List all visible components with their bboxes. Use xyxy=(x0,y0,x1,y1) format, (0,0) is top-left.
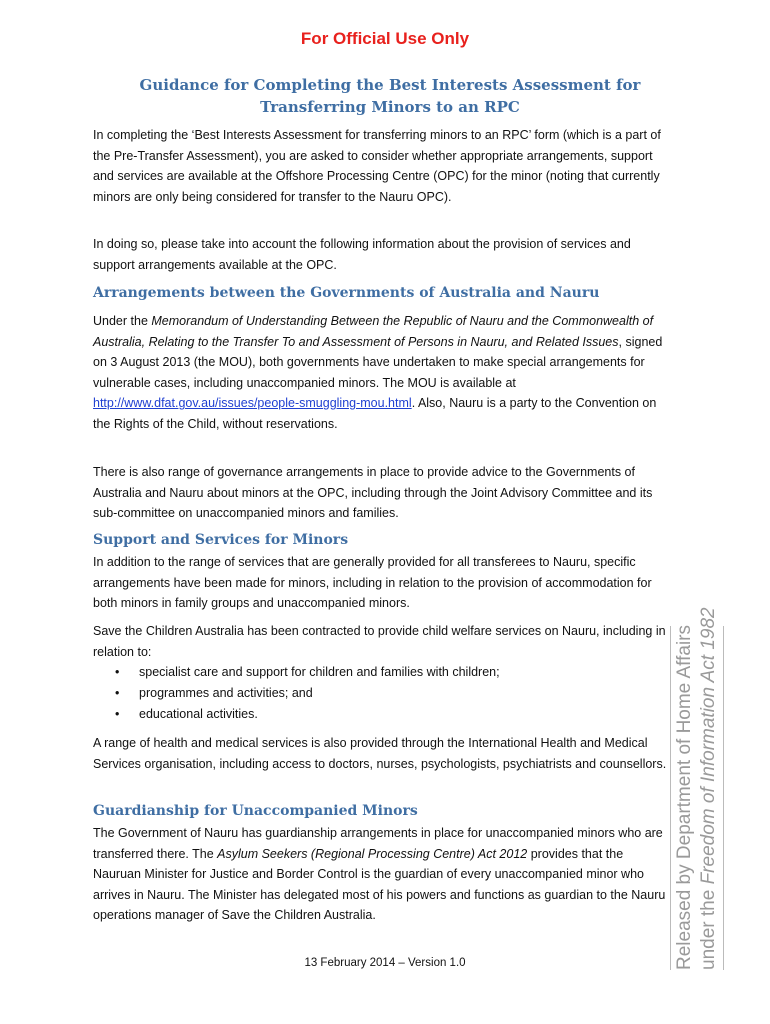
services-bullet-list xyxy=(93,662,500,725)
section1-p1-mid: , signed on 3 August 2013 (the MOU), both governments have undertaken to make special arrangements for vulnerable cases, including unaccompanied minors. The MOU is available at xyxy=(93,334,663,390)
mou-link[interactable]: http://www.dfat.gov.au/issues/people-smuggling-mou.html xyxy=(93,396,412,411)
list-item: • educational activities. xyxy=(93,704,500,725)
list-item: • programmes and activities; and xyxy=(93,683,500,704)
act-title: Asylum Seekers (Regional Processing Centre) Act 2012 xyxy=(217,846,528,861)
mou-title: Memorandum of Understanding Between the Republic of Nauru and the Commonwealth of Australia, Relating to the Transfer To and Assessment of Persons in Nauru, and Related Issues xyxy=(93,314,654,349)
foi-release-stamp-text xyxy=(673,607,721,970)
foi-release-stamp xyxy=(670,607,724,970)
classification-marking: For Official Use Only xyxy=(300,29,470,48)
bullet-icon: • xyxy=(115,665,120,679)
section2-paragraph-2: Save the Children Australia has been contracted to provide child welfare services on Nauru, including in relation to: xyxy=(93,624,666,659)
intro-paragraph-2: In doing so, please take into account the following information about the provision of services and support arrangements available at the OPC. xyxy=(93,237,631,272)
stamp-line-2-italic: Freedom of Information Act 1982 xyxy=(698,607,719,885)
page-footer: 13 February 2014 – Version 1.0 xyxy=(304,957,466,969)
stamp-line-1: Released by Department of Home Affairs xyxy=(674,625,695,970)
document-title-line-1: Guidance for Completing the Best Interests Assessment for xyxy=(139,76,641,94)
section1-p1-lead: Under the xyxy=(93,314,152,328)
bullet-icon: • xyxy=(115,686,120,700)
section1-p1-tail: . Also, Nauru is a party to the Convention on the Rights of the Child, without reservations. xyxy=(93,396,657,431)
section-heading-arrangements: Arrangements between the Governments of Australia and Nauru xyxy=(93,285,600,301)
section3-paragraph-1 xyxy=(93,823,668,926)
section-heading-guardianship: Guardianship for Unaccompanied Minors xyxy=(93,803,418,819)
bullet-icon: • xyxy=(115,707,120,721)
intro-paragraph-1: In completing the ‘Best Interests Assessment for transferring minors to an RPC’ form (which is a part of the Pre-Transfer Assessment), you are asked to consider whether appropriate arrangements, support and services are available at the Offshore Processing Centre (OPC) for the minor (noting that currently minors are only being considered for transfer to the Nauru OPC). xyxy=(93,128,661,204)
section1-paragraph-1 xyxy=(93,311,673,435)
document-title-line-2: Transferring Minors to an RPC xyxy=(260,98,520,116)
list-item: • specialist care and support for children and families with children; xyxy=(93,662,500,683)
stamp-line-2-lead: under the xyxy=(698,884,719,970)
document-title xyxy=(80,74,700,118)
section-heading-support: Support and Services for Minors xyxy=(93,532,349,548)
section2-paragraph-3: A range of health and medical services is also provided through the International Health and Medical Services organisation, including access to doctors, nurses, psychologists, psychiatrists and counsellors. xyxy=(93,736,667,771)
section3-p1-tail: provides that the Nauruan Minister for Justice and Border Control is the guardian of every unaccompanied minor who arrives in Nauru. The Minister has delegated most of his powers and functions as guardian to the Nauru operations manager of Save the Children Australia. xyxy=(93,846,666,923)
section1-paragraph-2: There is also range of governance arrangements in place to provide advice to the Governments of Australia and Nauru about minors at the OPC, including through the Joint Advisory Committee and its sub-committee on unaccompanied minors and families. xyxy=(93,465,653,521)
section2-paragraph-1: In addition to the range of services that are generally provided for all transferees to Nauru, specific arrangements have been made for minors, including in relation to the provision of accommodation for both minors in family groups and unaccompanied minors. xyxy=(93,555,652,611)
section3-p1-lead: The Government of Nauru has guardianship arrangements in place for unaccompanied minors who are transferred there. The xyxy=(93,826,663,861)
